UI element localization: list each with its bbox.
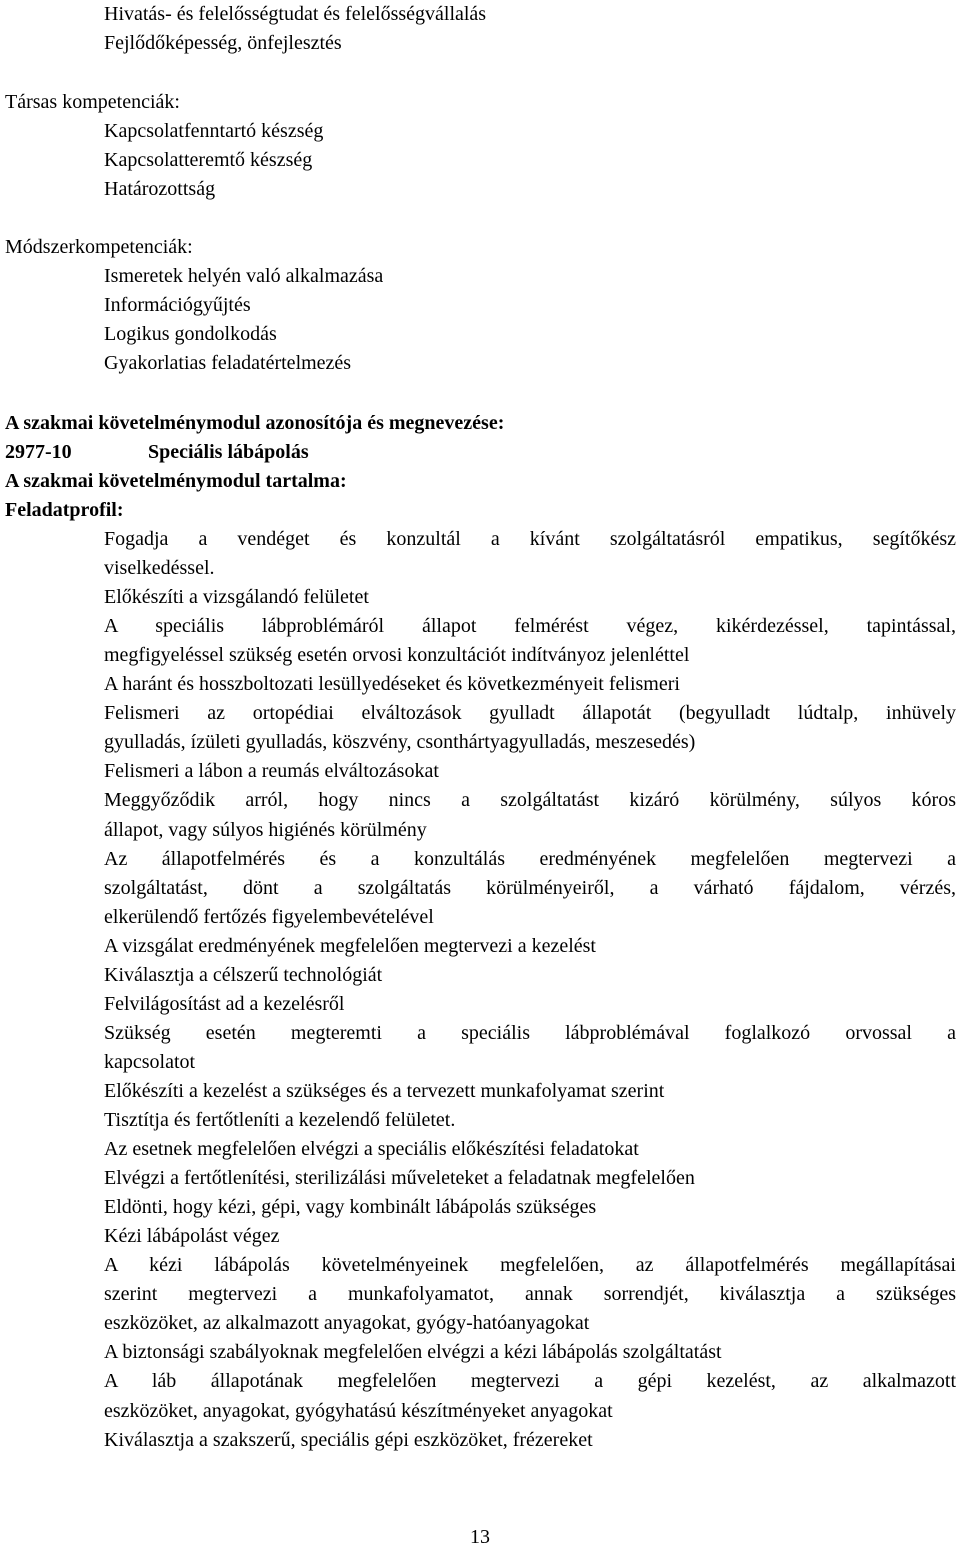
task-line: eszközöket, az alkalmazott anyagokat, gyógy-hatóanyagokat [104,1312,590,1334]
task-line: Az állapotfelmérés és a konzultálás eredményének megfelelően megtervezi a [104,848,956,870]
task-line: Tisztítja és fertőtleníti a kezelendő felületet. [104,1109,456,1131]
task-line: kapcsolatot [104,1051,196,1073]
task-line: szolgáltatást, dönt a szolgáltatás körülményeiről, a várható fájdalom, vérzés, [104,877,956,899]
task-line: Kiválasztja a szakszerű, speciális gépi eszközöket, frézereket [104,1429,593,1451]
task-line: Elvégzi a fertőtlenítési, sterilizálási műveleteket a feladatnak megfelelően [104,1167,695,1189]
task-line: eszközöket, anyagokat, gyógyhatású készítményeket anyagokat [104,1400,613,1422]
module-name: Speciális lábápolás [148,441,309,463]
social-competencies-heading: Társas kompetenciák: [5,91,180,113]
module-content-heading: A szakmai követelménymodul tartalma: [5,470,347,492]
task-line: gyulladás, ízületi gyulladás, köszvény, csonthártyagyulladás, meszesedés) [104,731,696,753]
task-line: Előkészíti a vizsgálandó felületet [104,586,369,608]
competency-item: Kapcsolatteremtő készség [104,149,313,171]
task-line: Felvilágosítást ad a kezelésről [104,993,345,1015]
module-code: 2977-10 [5,441,72,463]
module-id-heading: A szakmai követelménymodul azonosítója és megnevezése: [5,412,505,434]
task-line: Meggyőződik arról, hogy nincs a szolgáltatást kizáró körülmény, súlyos kóros [104,789,956,811]
task-line: Előkészíti a kezelést a szükséges és a tervezett munkafolyamat szerint [104,1080,665,1102]
competency-item: Hivatás- és felelősségtudat és felelősségvállalás [104,3,487,25]
task-line: Fogadja a vendéget és konzultál a kívánt szolgáltatásról empatikus, segítőkész [104,528,956,550]
task-line: A vizsgálat eredményének megfelelően megtervezi a kezelést [104,935,596,957]
task-profile-heading: Feladatprofil: [5,499,124,521]
task-line: állapot, vagy súlyos higiénés körülmény [104,819,427,841]
task-line: A láb állapotának megfelelően megtervezi a gépi kezelést, az alkalmazott [104,1370,956,1392]
task-line: Felismeri az ortopédiai elváltozások gyulladt állapotát (begyulladt lúdtalp, inhüvely [104,702,956,724]
competency-item: Logikus gondolkodás [104,323,277,345]
task-line: Az esetnek megfelelően elvégzi a speciális előkészítési feladatokat [104,1138,639,1160]
competency-item: Határozottság [104,178,216,200]
task-line: Szükség esetén megteremti a speciális lábproblémával foglalkozó orvossal a [104,1022,956,1044]
competency-item: Ismeretek helyén való alkalmazása [104,265,384,287]
task-line: Kiválasztja a célszerű technológiát [104,964,383,986]
task-line: Eldönti, hogy kézi, gépi, vagy kombinált lábápolás szükséges [104,1196,597,1218]
task-line: Kézi lábápolást végez [104,1225,280,1247]
task-line: A speciális lábproblémáról állapot felmérést végez, kikérdezéssel, tapintással, [104,615,956,637]
task-line: elkerülendő fertőzés figyelembevételével [104,906,434,928]
competency-item: Kapcsolatfenntartó készség [104,120,324,142]
task-line: Felismeri a lábon a reumás elváltozásokat [104,760,439,782]
competency-item: Gyakorlatias feladatértelmezés [104,352,352,374]
task-line: szerint megtervezi a munkafolyamatot, annak sorrendjét, kiválasztja a szükséges [104,1283,956,1305]
method-competencies-heading: Módszerkompetenciák: [5,236,193,258]
task-line: A haránt és hosszboltozati lesüllyedéseket és következményeit felismeri [104,673,680,695]
competency-item: Információgyűjtés [104,294,251,316]
page-number: 13 [470,1526,490,1548]
competency-item: Fejlődőképesség, önfejlesztés [104,32,342,54]
task-line: megfigyeléssel szükség esetén orvosi konzultációt indítványoz jelenléttel [104,644,690,666]
task-line: viselkedéssel. [104,557,215,579]
task-line: A biztonsági szabályoknak megfelelően elvégzi a kézi lábápolás szolgáltatást [104,1341,722,1363]
task-line: A kézi lábápolás követelményeinek megfelelően, az állapotfelmérés megállapításai [104,1254,956,1276]
